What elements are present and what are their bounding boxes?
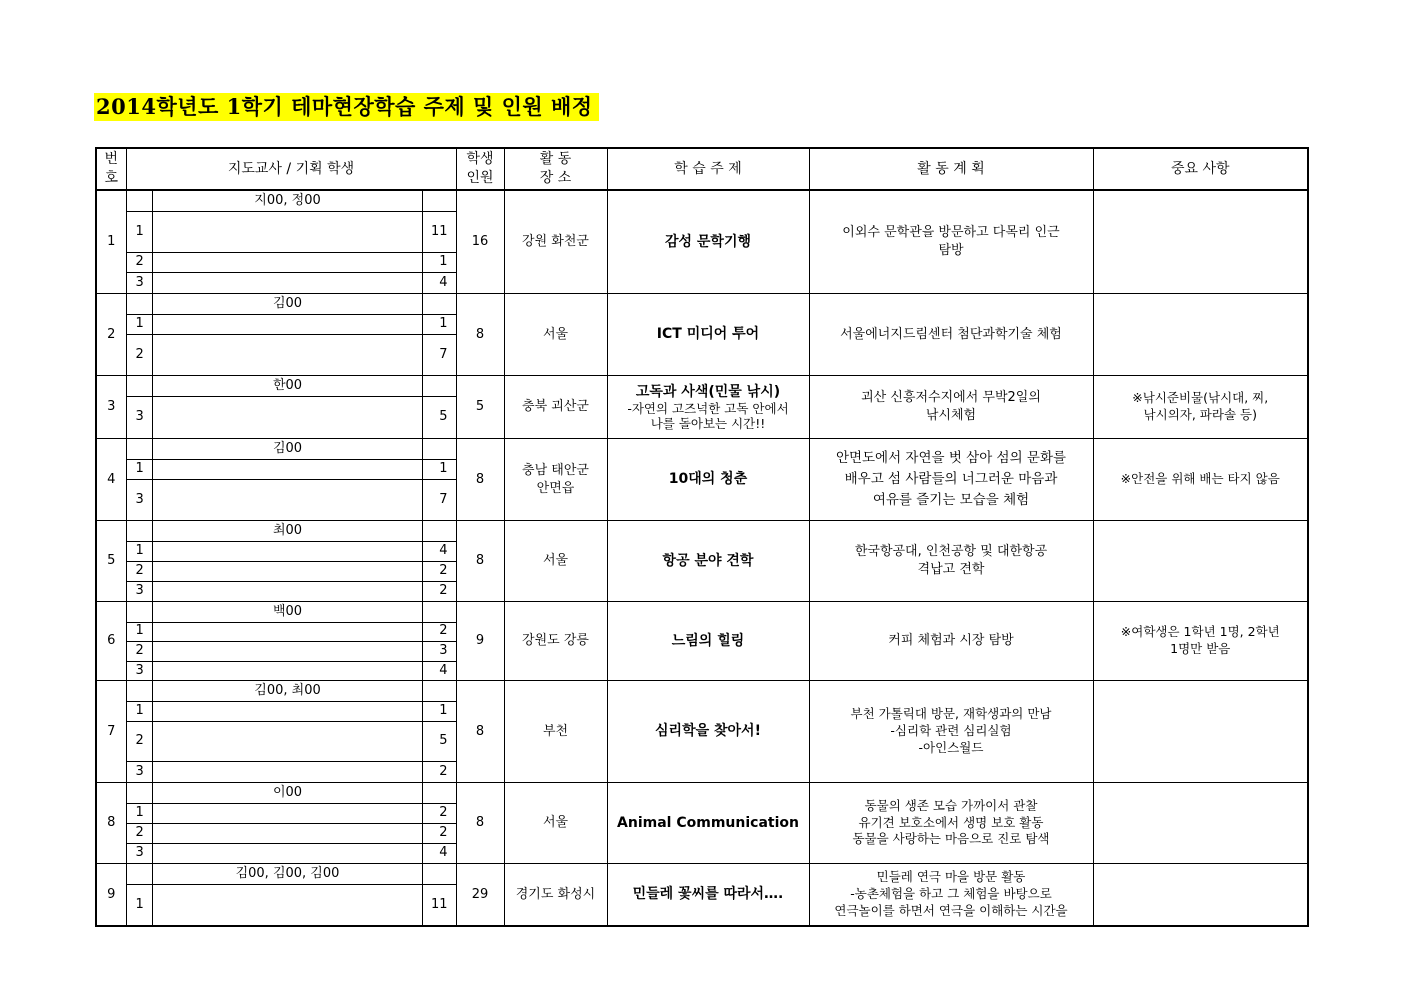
- student-names-cell: [153, 480, 423, 521]
- grade-count: 7: [423, 335, 456, 376]
- student-breakdown: [127, 864, 456, 925]
- student-breakdown: [127, 521, 456, 601]
- plan-cell: [809, 439, 1093, 521]
- student-names-cell: [153, 561, 423, 581]
- student-names-cell: [153, 252, 423, 272]
- student-names-cell: [153, 622, 423, 641]
- important-line: 1명만 받음: [1170, 641, 1231, 656]
- plan-line: 배우고 섬 사람들의 너그러운 마음과: [844, 471, 1058, 488]
- plan-line: -심리학 관련 심리실험: [890, 723, 1012, 739]
- plan-line: 유기견 보호소에서 생명 보호 활동: [858, 814, 1044, 830]
- plan-cell: [809, 602, 1093, 681]
- grade-count: 2: [423, 581, 456, 601]
- topic-title: 10대의 청춘: [668, 471, 748, 488]
- grade-count: 1: [423, 701, 456, 721]
- teacher-names: 백00: [153, 602, 423, 622]
- student-breakdown: [127, 681, 456, 782]
- blank-cell: [423, 439, 456, 459]
- table-row: [96, 783, 1308, 864]
- total-count: 5: [456, 376, 504, 439]
- table-row: [96, 294, 1308, 376]
- teacher-cell: [126, 294, 456, 376]
- teacher-names: 김00: [153, 439, 423, 459]
- grade-count: 5: [423, 396, 456, 438]
- place-line: 서울: [542, 326, 569, 342]
- topic-note: 나를 돌아보는 시간!!: [650, 416, 766, 432]
- grade-count: 2: [423, 561, 456, 581]
- grade-label: 2: [127, 561, 153, 581]
- grade-count: 4: [423, 541, 456, 561]
- topic-title: 민들레 꽃씨를 따라서….: [632, 886, 784, 903]
- place-line: 부천: [542, 723, 569, 739]
- plan-line: 괴산 신흥저수지에서 무박2일의: [861, 390, 1041, 406]
- important-line: 낚시의자, 파라솔 등): [1143, 407, 1257, 422]
- topic-title: 감성 문학기행: [664, 233, 752, 250]
- grade-label: 3: [127, 661, 153, 680]
- grade-label: 2: [127, 252, 153, 272]
- grade-label: 1: [127, 622, 153, 641]
- blank-cell: [127, 191, 153, 211]
- group-number: 3: [96, 376, 126, 439]
- grade-count: 4: [423, 273, 456, 293]
- plan-cell: [809, 376, 1093, 439]
- teacher-names: 지00, 정00: [153, 191, 423, 211]
- grade-count: 4: [423, 661, 456, 680]
- blank-cell: [423, 294, 456, 314]
- group-number: 6: [96, 602, 126, 681]
- important-cell: [1093, 681, 1308, 783]
- teacher-cell: [126, 190, 456, 294]
- total-count: 8: [456, 294, 504, 376]
- teacher-cell: [126, 783, 456, 864]
- plan-cell: [809, 190, 1093, 294]
- grade-count: 2: [423, 823, 456, 843]
- blank-cell: [423, 191, 456, 211]
- total-count: 16: [456, 190, 504, 294]
- student-names-cell: [153, 314, 423, 334]
- important-cell: [1093, 521, 1308, 602]
- plan-line: 이외수 문학관을 방문하고 다목리 인근: [842, 225, 1060, 241]
- group-number: 4: [96, 439, 126, 521]
- teacher-cell: [126, 681, 456, 783]
- student-names-cell: [153, 581, 423, 601]
- plan-cell: [809, 783, 1093, 864]
- total-count: 8: [456, 783, 504, 864]
- topic-title: 고독과 사색(민물 낚시): [635, 383, 781, 400]
- header-no: 번 호: [96, 148, 126, 190]
- grade-count: 4: [423, 843, 456, 863]
- topic-cell: [607, 681, 809, 783]
- plan-line: 서울에너지드림센터 첨단과학기술 체험: [840, 326, 1062, 342]
- topic-cell: [607, 190, 809, 294]
- blank-cell: [423, 783, 456, 803]
- blank-cell: [423, 521, 456, 541]
- teacher-cell: [126, 602, 456, 681]
- group-number: 1: [96, 190, 126, 294]
- plan-cell: [809, 521, 1093, 602]
- teacher-names: 최00: [153, 521, 423, 541]
- place-line: 서울: [542, 553, 569, 569]
- blank-cell: [127, 521, 153, 541]
- grade-label: 1: [127, 701, 153, 721]
- plan-line: -아인스월드: [918, 739, 984, 755]
- place-cell: [504, 190, 607, 294]
- blank-cell: [423, 864, 456, 884]
- student-breakdown: [127, 439, 456, 520]
- grade-label: 2: [127, 823, 153, 843]
- table-row: [96, 190, 1308, 294]
- plan-cell: [809, 294, 1093, 376]
- plan-line: 커피 체험과 시장 탐방: [888, 633, 1014, 649]
- topic-cell: [607, 602, 809, 681]
- place-cell: [504, 439, 607, 521]
- topic-title: Animal Communication: [617, 814, 799, 831]
- topic-title: ICT 미디어 투어: [656, 326, 760, 343]
- student-names-cell: [153, 884, 423, 925]
- table-row: [96, 602, 1308, 681]
- student-names-cell: [153, 721, 423, 761]
- place-line: 강원도 강릉: [522, 633, 589, 649]
- place-cell: [504, 783, 607, 864]
- grade-label: 2: [127, 721, 153, 761]
- plan-line: 여유를 즐기는 모습을 체험: [872, 491, 1030, 508]
- topic-title: 심리학을 찾아서!: [655, 723, 761, 740]
- table-row: [96, 521, 1308, 602]
- topic-cell: [607, 439, 809, 521]
- plan-line: 한국항공대, 인천공항 및 대한항공: [854, 544, 1048, 560]
- grade-count: 2: [423, 803, 456, 823]
- plan-line: 안면도에서 자연을 벗 삼아 섬의 문화를: [835, 450, 1067, 467]
- topic-title: 항공 분야 견학: [662, 552, 754, 569]
- place-cell: [504, 864, 607, 927]
- student-names-cell: [153, 661, 423, 680]
- important-line: ※낚시준비물(낚시대, 찌,: [1132, 390, 1269, 406]
- total-count: 9: [456, 602, 504, 681]
- group-number: 9: [96, 864, 126, 927]
- important-cell: [1093, 602, 1308, 681]
- grade-label: 1: [127, 211, 153, 252]
- group-number: 5: [96, 521, 126, 602]
- group-number: 7: [96, 681, 126, 783]
- blank-cell: [423, 376, 456, 396]
- student-names-cell: [153, 273, 423, 293]
- header-important: 중요 사항: [1093, 148, 1308, 190]
- important-cell: [1093, 439, 1308, 521]
- student-breakdown: [127, 376, 456, 438]
- student-names-cell: [153, 823, 423, 843]
- topic-cell: [607, 294, 809, 376]
- grade-count: 7: [423, 480, 456, 521]
- total-count: 8: [456, 521, 504, 602]
- grade-label: 3: [127, 273, 153, 293]
- blank-cell: [127, 783, 153, 803]
- table-row: [96, 439, 1308, 521]
- group-number: 2: [96, 294, 126, 376]
- blank-cell: [127, 602, 153, 622]
- place-cell: [504, 294, 607, 376]
- student-names-cell: [153, 843, 423, 863]
- total-count: 8: [456, 439, 504, 521]
- header-place: 활 동 장 소: [504, 148, 607, 190]
- student-names-cell: [153, 803, 423, 823]
- important-cell: [1093, 864, 1308, 927]
- teacher-cell: [126, 521, 456, 602]
- topic-cell: [607, 783, 809, 864]
- student-names-cell: [153, 396, 423, 438]
- important-cell: [1093, 376, 1308, 439]
- student-names-cell: [153, 641, 423, 661]
- plan-cell: [809, 864, 1093, 927]
- teacher-names: 한00: [153, 376, 423, 396]
- grade-label: 3: [127, 396, 153, 438]
- student-names-cell: [153, 701, 423, 721]
- student-breakdown: [127, 783, 456, 863]
- blank-cell: [127, 294, 153, 314]
- plan-line: 부천 가톨릭대 방문, 재학생과의 만남: [850, 706, 1052, 722]
- topic-note: -자연의 고즈넉한 고독 안에서: [627, 401, 789, 417]
- teacher-cell: [126, 864, 456, 927]
- plan-cell: [809, 681, 1093, 783]
- important-cell: [1093, 783, 1308, 864]
- student-names-cell: [153, 335, 423, 376]
- grade-count: 2: [423, 622, 456, 641]
- grade-label: 3: [127, 581, 153, 601]
- place-line: 경기도 화성시: [515, 886, 596, 902]
- place-line: 서울: [542, 815, 569, 831]
- place-cell: [504, 681, 607, 783]
- blank-cell: [127, 439, 153, 459]
- grade-label: 1: [127, 459, 153, 479]
- grade-count: 11: [423, 884, 456, 925]
- plan-line: 연극놀이를 하면서 연극을 이해하는 시간을: [834, 902, 1068, 918]
- grade-count: 1: [423, 314, 456, 334]
- place-cell: [504, 602, 607, 681]
- teacher-cell: [126, 376, 456, 439]
- topic-cell: [607, 864, 809, 927]
- total-count: 8: [456, 681, 504, 783]
- important-cell: [1093, 294, 1308, 376]
- grade-count: 2: [423, 761, 456, 782]
- plan-line: 민들레 연극 마을 방문 활동: [876, 869, 1026, 885]
- header-teacher: 지도교사 / 기획 학생: [126, 148, 456, 190]
- grade-label: 1: [127, 803, 153, 823]
- header-topic: 학 습 주 제: [607, 148, 809, 190]
- table-row: [96, 681, 1308, 783]
- grade-label: 1: [127, 541, 153, 561]
- plan-line: 동물을 사랑하는 마음으로 진로 탐색: [852, 831, 1050, 847]
- assignment-table: [95, 147, 1309, 927]
- grade-count: 1: [423, 252, 456, 272]
- student-breakdown: [127, 294, 456, 375]
- topic-cell: [607, 521, 809, 602]
- place-line: 안면읍: [536, 480, 575, 496]
- plan-line: 탐방: [938, 243, 964, 258]
- header-plan: 활 동 계 획: [809, 148, 1093, 190]
- blank-cell: [423, 681, 456, 701]
- plan-line: 낚시체험: [925, 408, 977, 423]
- student-breakdown: [127, 602, 456, 680]
- important-line: ※여학생은 1학년 1명, 2학년: [1120, 624, 1280, 640]
- grade-label: 3: [127, 761, 153, 782]
- place-line: 강원 화천군: [522, 234, 589, 250]
- plan-line: -농촌체험을 하고 그 체험을 바탕으로: [850, 886, 1052, 902]
- grade-count: 3: [423, 641, 456, 661]
- plan-line: 격납고 견학: [917, 562, 985, 577]
- blank-cell: [127, 681, 153, 701]
- place-line: 충북 괴산군: [522, 399, 589, 415]
- teacher-names: 이00: [153, 783, 423, 803]
- student-breakdown: [127, 191, 456, 293]
- grade-count: 11: [423, 211, 456, 252]
- place-line: 충남 태안군: [522, 462, 589, 478]
- topic-title: 느림의 힐링: [671, 632, 745, 649]
- grade-label: 3: [127, 480, 153, 521]
- table-row: [96, 376, 1308, 439]
- plan-line: 동물의 생존 모습 가까이서 관찰: [864, 797, 1038, 813]
- grade-label: 3: [127, 843, 153, 863]
- teacher-cell: [126, 439, 456, 521]
- teacher-names: 김00, 최00: [153, 681, 423, 701]
- grade-count: 1: [423, 459, 456, 479]
- blank-cell: [127, 864, 153, 884]
- total-count: 29: [456, 864, 504, 927]
- blank-cell: [423, 602, 456, 622]
- important-cell: [1093, 190, 1308, 294]
- table-row: [96, 864, 1308, 927]
- grade-count: 5: [423, 721, 456, 761]
- grade-label: 1: [127, 314, 153, 334]
- teacher-names: 김00, 김00, 김00: [153, 864, 423, 884]
- topic-cell: [607, 376, 809, 439]
- teacher-names: 김00: [153, 294, 423, 314]
- student-names-cell: [153, 459, 423, 479]
- header-count: 학생 인원: [456, 148, 504, 190]
- grade-label: 2: [127, 641, 153, 661]
- blank-cell: [127, 376, 153, 396]
- grade-label: 2: [127, 335, 153, 376]
- student-names-cell: [153, 541, 423, 561]
- student-names-cell: [153, 761, 423, 782]
- place-cell: [504, 521, 607, 602]
- grade-label: 1: [127, 884, 153, 925]
- important-line: ※안전을 위해 배는 타지 않음: [1120, 471, 1280, 487]
- header-row: [96, 148, 1308, 190]
- page-title: 2014학년도 1학기 테마현장학습 주제 및 인원 배정: [94, 93, 599, 121]
- student-names-cell: [153, 211, 423, 252]
- place-cell: [504, 376, 607, 439]
- group-number: 8: [96, 783, 126, 864]
